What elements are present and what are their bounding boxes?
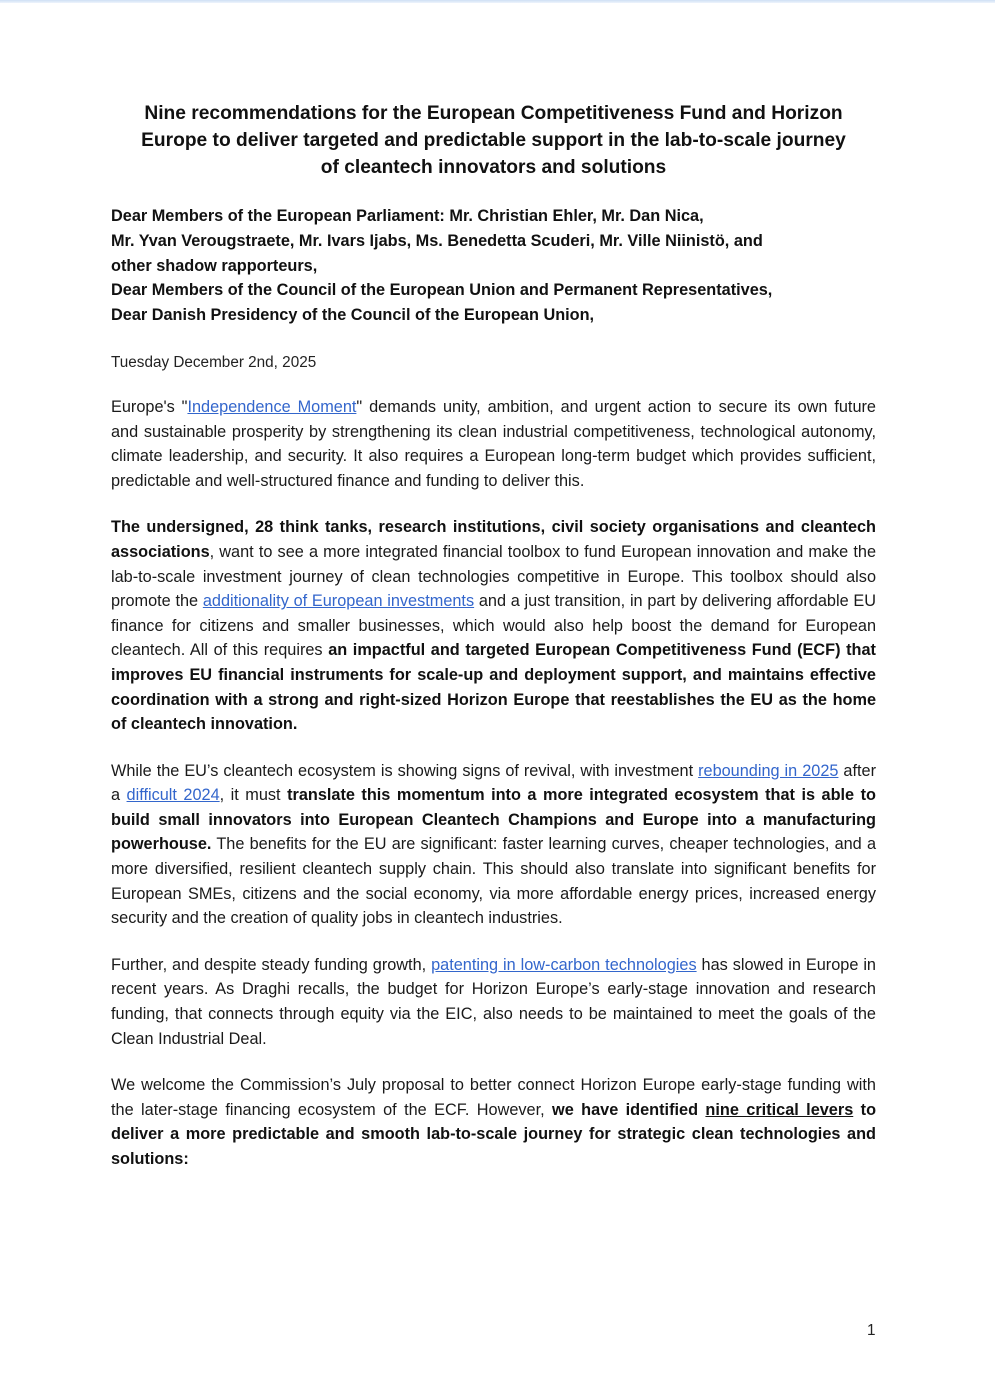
bold-run: we have identified xyxy=(552,1100,706,1119)
link-additionality[interactable]: additionality of European investments xyxy=(202,592,475,611)
text-run: We welcome the Commission’s July proposal to better connect Horizon Europe early-stage funding with the later-stage financing ecosystem of the ECF. However, xyxy=(111,1076,876,1119)
paragraph-undersigned xyxy=(111,515,876,736)
salutation-line: Dear Members of the Council of the European Union and Permanent Representatives, xyxy=(111,281,773,300)
text-run: " demands unity, ambition, and urgent action to secure its own future and sustainable prosperity by strengthening its clean industrial competitiveness, technological autonomy, climate leadership, and security. It also requires a European long-term budget which provides sufficient, predictable and well-structured finance and funding to deliver this. xyxy=(111,397,876,490)
salutation-line: Dear Danish Presidency of the Council of the European Union, xyxy=(111,306,595,325)
text-run: has slowed in Europe in recent years. As Draghi recalls, the budget for Horizon Europe’s early-stage innovation and research funding, that connects through equity via the EIC, also needs to be maintained to meet the goals of the Clean Industrial Deal. xyxy=(111,955,876,1048)
page-number: 1 xyxy=(867,1322,876,1339)
text-run: and a just transition, in part by delivering affordable EU finance for citizens and smaller businesses, which would also help boost the demand for European cleantech. All of this requires xyxy=(111,592,876,660)
salutation-line: Dear Members of the European Parliament: Mr. Christian Ehler, Mr. Dan Nica, xyxy=(111,207,704,225)
text-run: Europe's " xyxy=(111,397,188,416)
paragraph-patenting xyxy=(111,953,876,1051)
document-title xyxy=(91,100,896,181)
bold-run: to deliver a more predictable and smooth lab-to-scale journey for strategic clean technologies and solutions: xyxy=(111,1100,877,1169)
salutation-line: Mr. Yvan Verougstraete, Mr. Ivars Ijabs, Ms. Benedetta Scuderi, Mr. Ville Niinistö, and xyxy=(111,231,763,250)
paragraph-independence xyxy=(111,395,876,493)
bold-underlined-run: nine critical levers xyxy=(705,1100,854,1119)
text-run: after a xyxy=(111,761,877,805)
salutation xyxy=(111,204,876,328)
paragraph-nine-levers xyxy=(111,1073,876,1171)
title-line: of cleantech innovators and solutions xyxy=(320,157,667,178)
text-run: Further, and despite steady funding growth, xyxy=(111,955,432,974)
bold-run: translate this momentum into a more integrated ecosystem that is able to build small innovators into European Cleantech Champions and Europe into a manufacturing powerhouse. xyxy=(111,786,876,854)
salutation-line: other shadow rapporteurs, xyxy=(111,256,318,275)
document-page xyxy=(111,100,876,1172)
link-patenting-low-carbon[interactable]: patenting in low-carbon technologies xyxy=(431,955,697,974)
text-run: The benefits for the EU are significant: faster learning curves, cheaper technologies, and a more diversified, resilient cleantech supply chain. This should also translate into significant benefits for European SMEs, citizens and the social economy, via more affordable energy prices, increased energy security and the creation of quality jobs in cleantech industries. xyxy=(111,835,876,928)
title-line: Europe to deliver targeted and predictable support in the lab-to-scale journey xyxy=(141,130,846,151)
title-line: Nine recommendations for the European Competitiveness Fund and Horizon xyxy=(144,103,843,124)
link-independence-moment[interactable]: Independence Moment xyxy=(187,397,357,416)
link-difficult-2024[interactable]: difficult 2024 xyxy=(126,786,220,805)
text-run: , want to see a more integrated financial toolbox to fund European innovation and make the lab-to-scale investment journey of clean technologies competitive in Europe. This toolbox should also promote the xyxy=(111,542,876,611)
text-run: , it must xyxy=(219,786,288,805)
letter-date: Tuesday December 2nd, 2025 xyxy=(111,353,317,371)
paragraph-revival xyxy=(111,759,876,931)
link-rebounding-2025[interactable]: rebounding in 2025 xyxy=(698,761,839,780)
page-top-border xyxy=(0,0,995,3)
text-run: While the EU’s cleantech ecosystem is showing signs of revival, with investment xyxy=(111,761,699,780)
bold-run: The undersigned, 28 think tanks, research institutions, civil society organisations and cleantech associations xyxy=(111,518,876,561)
bold-run: an impactful and targeted European Competitiveness Fund (ECF) that improves EU financial instruments for scale-up and deployment support, and maintains effective coordination with a strong and right-sized Horizon Europe that reestablishes the EU as the home of cleantech innovation. xyxy=(111,641,876,734)
